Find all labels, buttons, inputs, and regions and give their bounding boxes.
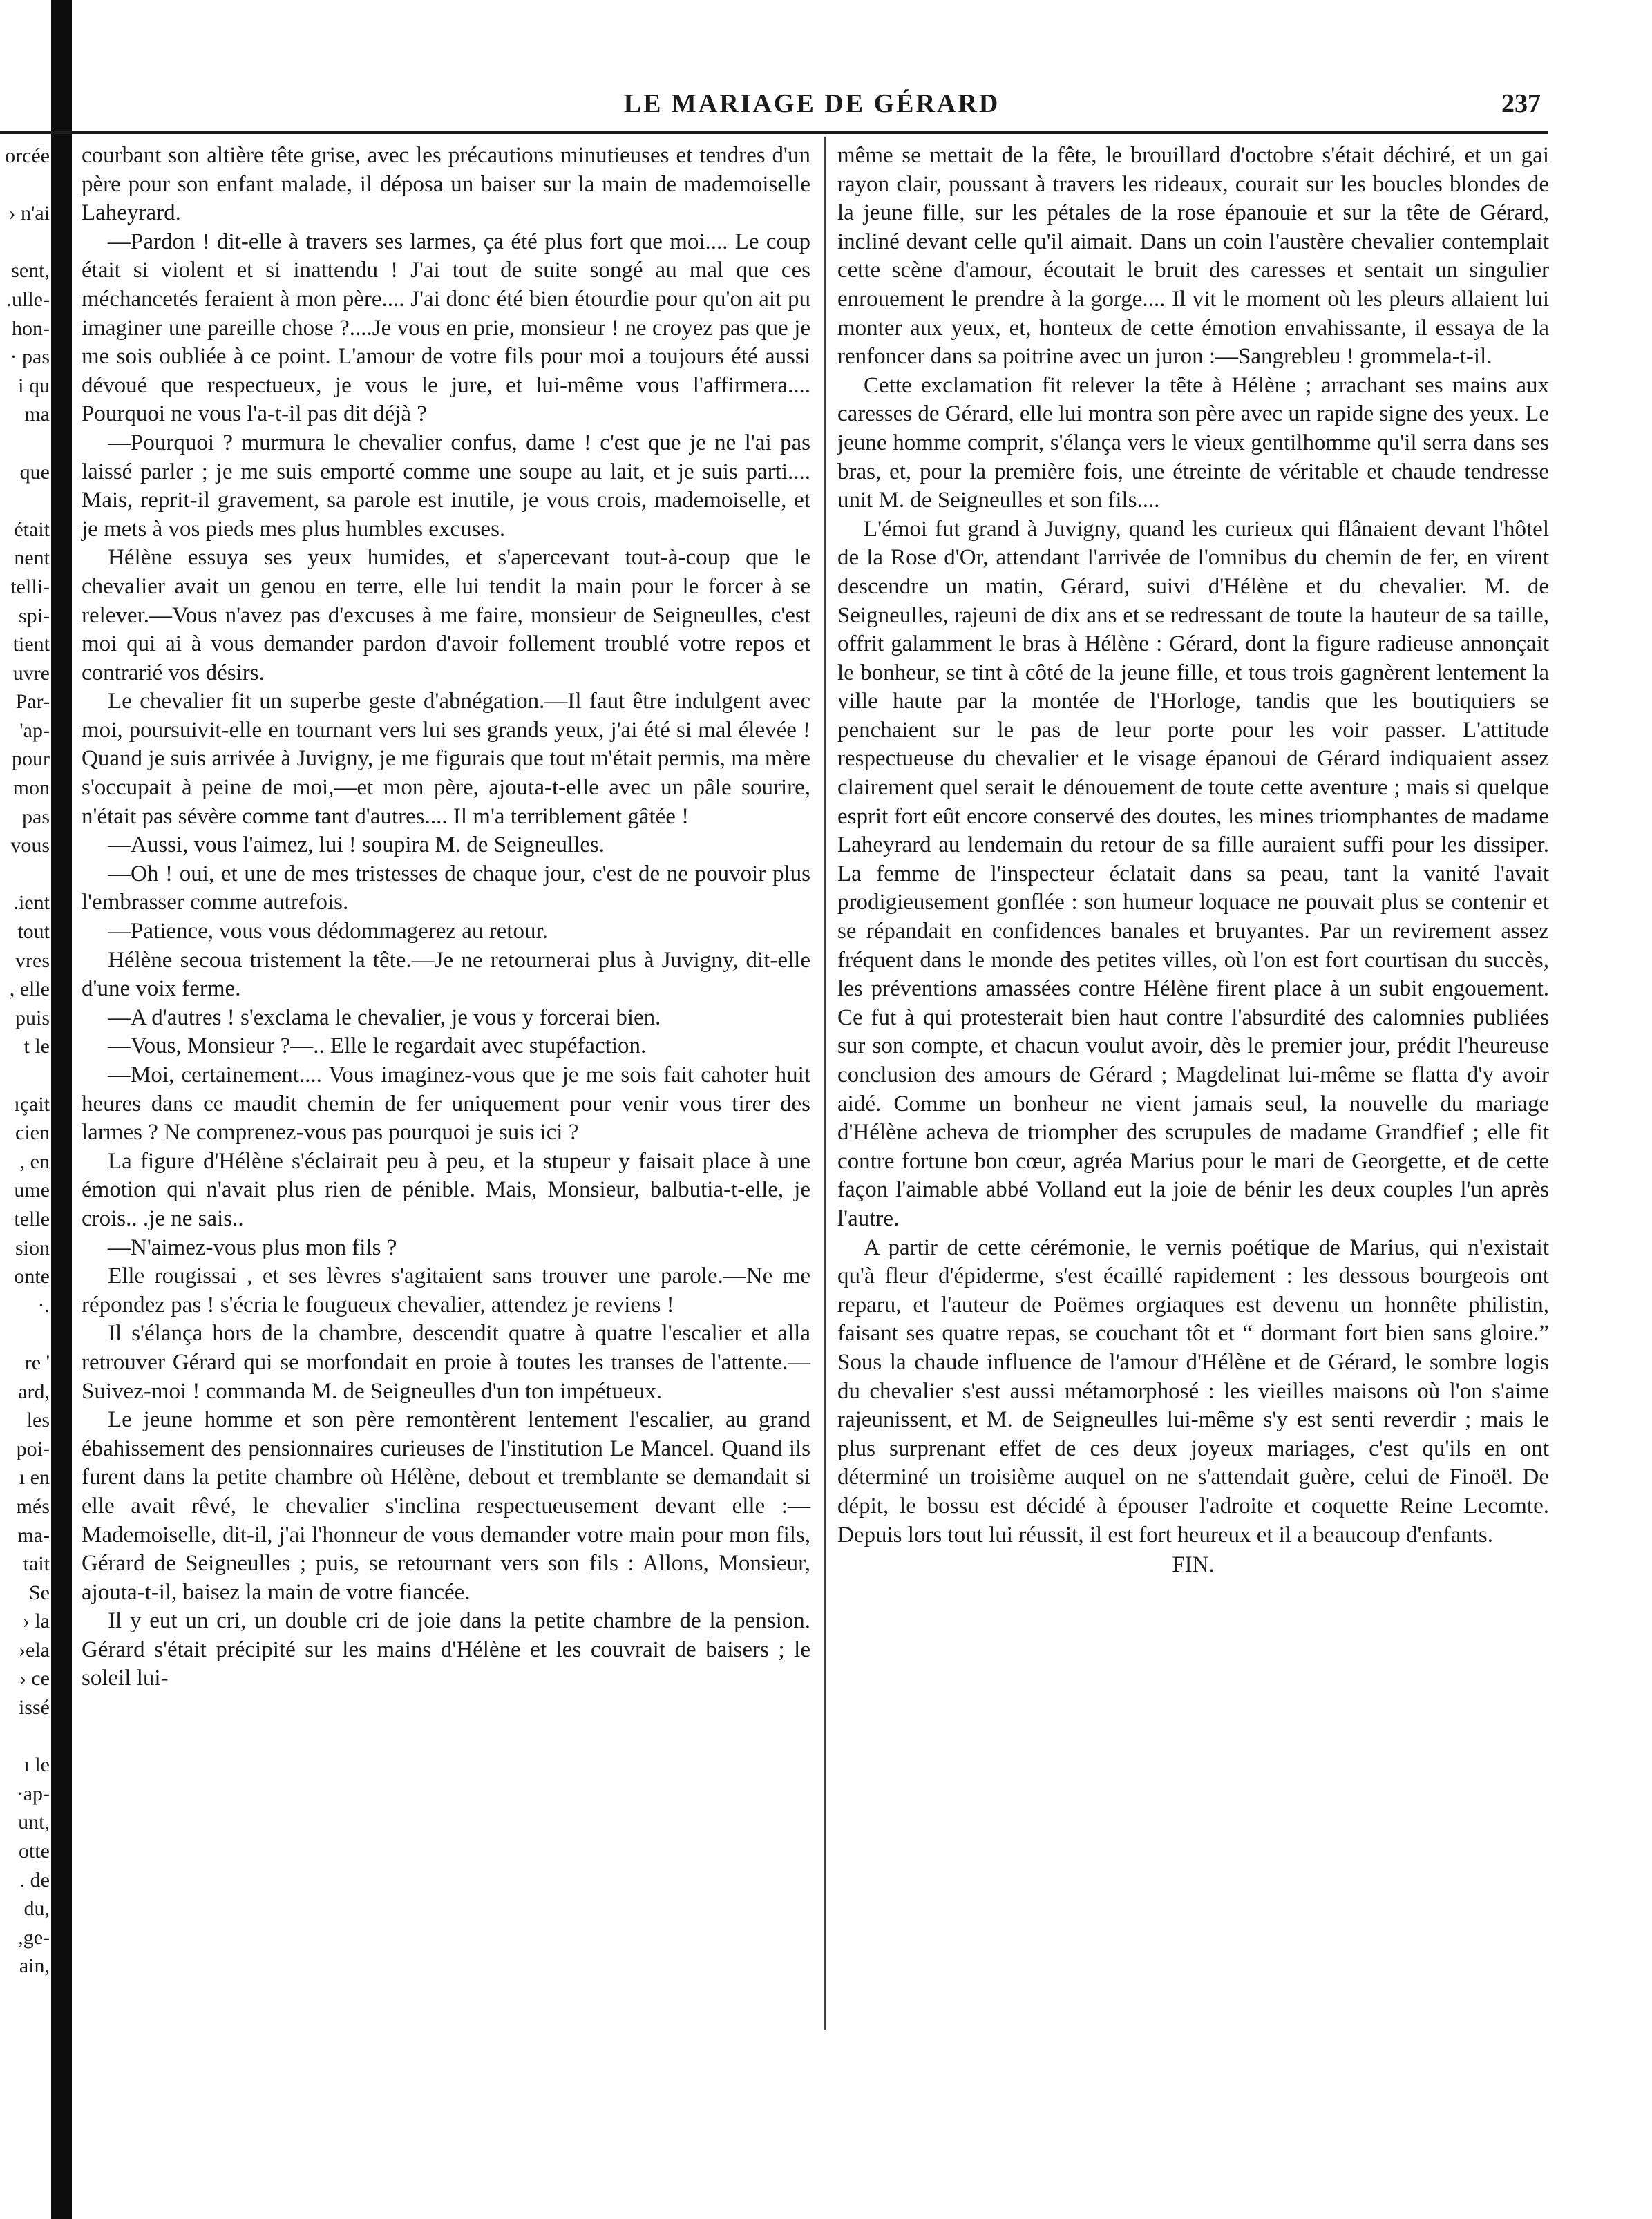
- end-mark: FIN.: [1172, 1552, 1215, 1578]
- paragraph: —Pourquoi ? murmura le chevalier confus, dame ! c'est que je ne l'ai pas laissé parler ; je me suis emporté comme une soupe au lait, et je suis parti.... Mais, reprit-il gravement, sa parole est inutile, je vous crois, mademoiselle, et je mets à vos pieds mes plus humbles excuses.: [82, 430, 810, 542]
- margin-fragment: otte: [19, 1840, 50, 1863]
- margin-fragment: uvre: [12, 661, 50, 685]
- margin-fragment: pour: [12, 747, 50, 771]
- margin-fragment: sent,: [11, 259, 50, 283]
- margin-fragment: que: [19, 460, 50, 484]
- margin-fragment: hon-: [12, 316, 50, 340]
- margin-fragment: spi-: [19, 604, 50, 627]
- margin-fragment: · pas: [10, 345, 50, 369]
- running-header: [83, 88, 1541, 120]
- margin-fragment: ·ap-: [16, 1782, 50, 1805]
- previous-page-margin-fragments: [0, 142, 50, 1981]
- margin-fragment: du,: [23, 1897, 50, 1921]
- paragraph: —Patience, vous vous dédommagerez au retour.: [108, 919, 548, 944]
- margin-fragment: › n'ai: [8, 202, 50, 225]
- paragraph: Il y eut un cri, un double cri de joie dans la petite chambre de la pension. Gérard s'était précipité sur les mains d'Hélène et les couvrait de baisers ; le soleil lui-: [82, 1608, 810, 1691]
- paragraph: même se mettait de la fête, le brouillard d'octobre s'était déchiré, et un gai rayon clair, poussant à travers les rideaux, courait sur les boucles blondes de la jeune fille, sur les pétales de la rose épanouie et sur la tête de Gérard, incliné devant celle qu'il aimait. Dans un coin l'austère chevalier contemplait cette scène d'amour, écoutait le bruit des caresses et sentait un singulier enrouement le prendre à la gorge.... Il vit le moment où les pleurs allaient lui monter aux yeux, et, honteux de cette émotion envahissante, il essaya de la renfoncer dans sa poitrine avec un juron :—Sangrebleu ! grommela-t-il.: [837, 143, 1549, 370]
- margin-fragment: 'ap-: [19, 718, 50, 742]
- margin-fragment: tout: [17, 920, 50, 944]
- paragraph: —Vous, Monsieur ?—.. Elle le regardait avec stupéfaction.: [108, 1034, 647, 1059]
- margin-fragment: puis: [15, 1006, 50, 1029]
- margin-fragment: était: [14, 517, 50, 541]
- margin-fragment: ıçait: [14, 1092, 50, 1116]
- margin-fragment: ı le: [23, 1753, 50, 1777]
- margin-fragment: ı en: [19, 1466, 50, 1489]
- margin-fragment: . de: [19, 1868, 50, 1892]
- margin-fragment: , en: [19, 1150, 50, 1173]
- paragraph: —Aussi, vous l'aimez, lui ! soupira M. de Seigneulles.: [108, 832, 605, 858]
- margin-fragment: [0, 429, 50, 458]
- paragraph: La figure d'Hélène s'éclairait peu à peu, et la stupeur y faisait place à une émotion qui n'avait plus rien de pénible. Mais, Monsieur, balbutia-t-elle, je crois.. .je ne sais..: [82, 1148, 810, 1231]
- paragraph: Hélène essuya ses yeux humides, et s'apercevant tout-à-coup que le chevalier avait un genou en terre, elle lui tendit la main pour le forcer à se relever.—Vous n'avez pas d'excuses à me faire, monsieur de Seigneulles, c'est moi qui ai à vous demander pardon d'avoir follement troublé votre repos et contrarié vos désirs.: [82, 545, 810, 685]
- margin-fragment: ard,: [18, 1380, 50, 1403]
- paragraph: Le chevalier fit un superbe geste d'abnégation.—Il faut être indulgent avec moi, poursuivit-elle en tournant vers lui ses grands yeux, j'ai été si mal élevée ! Quand je suis arrivée à Juvigny, je me figurais que tout m'était permis, ma mère s'occupait à peine de moi,—et mon père, ajouta-t-elle avec un pâle sourire, n'était pas sévère comme tant d'autres.... Il m'a terriblement gâtée !: [82, 689, 810, 829]
- margin-fragment: tait: [23, 1552, 50, 1576]
- header-rule: [0, 131, 1548, 134]
- binding-edge-bar: [51, 0, 72, 2219]
- margin-fragment: Se: [29, 1581, 50, 1604]
- margin-fragment: ,ge-: [18, 1925, 50, 1949]
- margin-fragment: re ': [24, 1351, 50, 1374]
- margin-fragment: ma-: [17, 1523, 50, 1547]
- margin-fragment: telle: [14, 1207, 50, 1230]
- margin-fragment: ma: [24, 403, 50, 426]
- margin-fragment: ›ela: [19, 1638, 50, 1661]
- paragraph: Cette exclamation fit relever la tête à Hélène ; arrachant ses mains aux caresses de Gérard, elle lui montra son père avec un rapide signe des yeux. Le jeune homme comprit, s'élança vers le vieux gentilhomme qu'il serra dans ses bras, et, pour la première fois, une étreinte de véritable et chaude tendresse unit M. de Seigneulles et son fils....: [837, 372, 1549, 513]
- margin-fragment: vous: [10, 834, 50, 857]
- paragraph: —Pardon ! dit-elle à travers ses larmes, ça été plus fort que moi.... Le coup était si violent et si inattendu ! J'ai tout de suite songé au mal que ces méchancetés feraient à mon père.... J'ai donc été bien étourdie pour qu'on ait pu imaginer une pareille chose ?....Je vous en prie, monsieur ! ne croyez pas que je me sois oubliée à ce point. L'amour de votre fils pour moi a toujours été aussi dévoué que respectueux, je vous le jure, et lui-même vous l'affirmera.... Pourquoi ne vous l'a-t-il pas dit déjà ?: [82, 229, 810, 427]
- paragraph: Elle rougissai , et ses lèvres s'agitaient sans trouver une parole.—Ne me répondez pas ! s'écria le fougueux chevalier, attendez je reviens !: [82, 1264, 810, 1317]
- margin-fragment: › la: [22, 1610, 50, 1633]
- margin-fragment: .ient: [13, 891, 50, 915]
- margin-fragment: nent: [14, 546, 50, 570]
- margin-fragment: orcée: [5, 144, 50, 167]
- margin-fragment: .ulle-: [6, 287, 50, 311]
- margin-fragment: [0, 171, 50, 200]
- paragraph: —Oh ! oui, et une de mes tristesses de chaque jour, c'est de ne pouvoir plus l'embrasser comme autrefois.: [82, 861, 810, 915]
- margin-fragment: [0, 1320, 50, 1349]
- margin-fragment: [0, 1061, 50, 1090]
- paragraph: courbant son altière tête grise, avec les précautions minutieuses et tendres d'un père pour son enfant malade, il déposa un baiser sur la main de mademoiselle Laheyrard.: [82, 143, 810, 226]
- margin-fragment: [0, 228, 50, 257]
- margin-fragment: unt,: [18, 1811, 50, 1834]
- margin-fragment: ain,: [19, 1954, 50, 1978]
- column-divider: [824, 137, 826, 2030]
- margin-fragment: pas: [22, 805, 50, 828]
- running-title: LE MARIAGE DE GÉRARD: [623, 89, 1000, 118]
- paragraph: L'émoi fut grand à Juvigny, quand les curieux qui flânaient devant l'hôtel de la Rose d'Or, attendant l'arrivée de l'omnibus du chemin de fer, en virent descendre un matin, Gérard, suivi d'Hélène et du chevalier. M. de Seigneulles, rajeuni de dix ans et se redressant de toute la hauteur de sa taille, offrit galamment le bras à Hélène : Gérard, dont la figure radieuse annonçait le bonheur, se tint à côté de la jeune fille, et tous trois gagnèrent lentement la ville haute par la montée de l'Horloge, tandis que les boutiquiers se penchaient sur le pas de leur porte pour les voir passer. L'attitude respectueuse du chevalier et le visage épanoui de Gérard indiquaient assez clairement quel serait le dénouement de toute cette aventure ; mais si quelque esprit fort eût encore conservé des doutes, les mines triomphantes de madame Laheyrard au lendemain du retour de sa fille auraient suffi pour les dissiper. La femme de l'inspecteur éclatait dans sa peau, tant la vanité l'avait prodigieusement gonflée : son humeur loquace ne pouvait plus se contenir et se répandait en confidences banales et bruyantes. Par un revirement assez fréquent dans le monde des petites villes, où l'on est fort courtisan du succès, les préventions amassées contre Hélène firent place à un subit engouement. Ce fut à qui protesterait bien haut contre l'absurdité des calomnies publiées sur son compte, et chacun voulut avoir, dès le premier jour, prédit l'heureuse conclusion des amours de Gérard ; Magdelinat lui-même se flatta d'y avoir aidé. Comme un bonheur ne vient jamais seul, la nouvelle du mariage d'Hélène acheva de triompher des scrupules de madame Grandfief ; elle fit contre fortune bon cœur, agréa Marius pour le mari de Georgette, et de cette façon l'aimable abbé Volland eut la joie de bénir les deux couples l'un après l'autre.: [837, 516, 1549, 1231]
- margin-fragment: , elle: [9, 978, 50, 1001]
- margin-fragment: [0, 486, 50, 515]
- paragraph: —A d'autres ! s'exclama le chevalier, je vous y forcerai bien.: [108, 1004, 661, 1030]
- paragraph: A partir de cette cérémonie, le vernis poétique de Marius, qui n'existait qu'à fleur d'épiderme, s'est écaillé rapidement : les dessous bourgeois ont reparu, et l'auteur de Poëmes orgiaques est devenu un honnête philistin, faisant ses quatre repas, se couchant tôt et “ dormant fort bien sans gloire.” Sous la chaude influence de l'amour d'Hélène et de Gérard, le sombre logis du chevalier s'est aussi métamorphosé : les vieilles maisons où l'on s'aime rajeunissent, et M. de Seigneulles lui-même s'y est senti reverdir ; mais le plus surprenant effet de ces deux joyeux mariages, c'est qu'ils en ont déterminé un troisième auquel on ne s'attendait guère, celui de Finoël. De dépit, le bossu est décidé à épouser l'adroite et coquette Reine Lecomte. Depuis lors tout lui réussit, il est fort heureux et il a beaucoup d'enfants.: [837, 1235, 1549, 1547]
- margin-fragment: telli-: [10, 575, 50, 598]
- margin-fragment: Par-: [15, 690, 50, 714]
- margin-fragment: ume: [14, 1179, 50, 1202]
- margin-fragment: mon: [12, 777, 50, 800]
- margin-fragment: cien: [15, 1121, 50, 1145]
- margin-fragment: poi-: [16, 1437, 50, 1460]
- paragraph: Il s'élança hors de la chambre, descendit quatre à quatre l'escalier et alla retrouver Gérard qui se morfondait en proie à toutes les transes de l'attente.—Suivez-moi ! commanda M. de Seigneulles d'un ton impétueux.: [82, 1321, 810, 1404]
- margin-fragment: issé: [19, 1696, 50, 1720]
- margin-fragment: [0, 860, 50, 889]
- margin-fragment: vres: [15, 949, 50, 972]
- right-text-column: [837, 142, 1549, 1580]
- paragraph: Hélène secoua tristement la tête.—Je ne retournerai plus à Juvigny, dit-elle d'une voix ferme.: [82, 947, 810, 1002]
- margin-fragment: onte: [14, 1265, 50, 1288]
- left-text-column: [82, 142, 810, 1693]
- margin-fragment: [0, 1722, 50, 1751]
- margin-fragment: sion: [15, 1236, 50, 1259]
- margin-fragment: i qu: [18, 374, 50, 397]
- paragraph: —Moi, certainement.... Vous imaginez-vous que je me sois fait cahoter huit heures dans ce maudit chemin de fer uniquement pour venir vous tirer des larmes ? Ne comprenez-vous pas pourquoi je suis ici ?: [82, 1063, 810, 1145]
- margin-fragment: › ce: [19, 1667, 50, 1691]
- margin-fragment: ·.: [37, 1293, 50, 1317]
- margin-fragment: t le: [23, 1035, 50, 1058]
- page-number: 237: [1501, 89, 1541, 118]
- paragraph: Le jeune homme et son père remontèrent lentement l'escalier, au grand ébahissement des pensionnaires curieuses de l'institution Le Mancel. Quand ils furent dans la petite chambre où Hélène, debout et tremblante se demandait si elle avait rêvé, le chevalier s'inclina respectueusement devant elle :—Mademoiselle, dit-il, j'ai l'honneur de vous demander votre main pour mon fils, Gérard de Seigneulles ; puis, se retournant vers son fils : Allons, Monsieur, ajouta-t-il, baisez la main de votre fiancée.: [82, 1407, 810, 1605]
- paragraph: —N'aimez-vous plus mon fils ?: [108, 1235, 397, 1260]
- margin-fragment: més: [16, 1494, 50, 1518]
- margin-fragment: les: [26, 1409, 50, 1432]
- margin-fragment: tient: [12, 633, 50, 656]
